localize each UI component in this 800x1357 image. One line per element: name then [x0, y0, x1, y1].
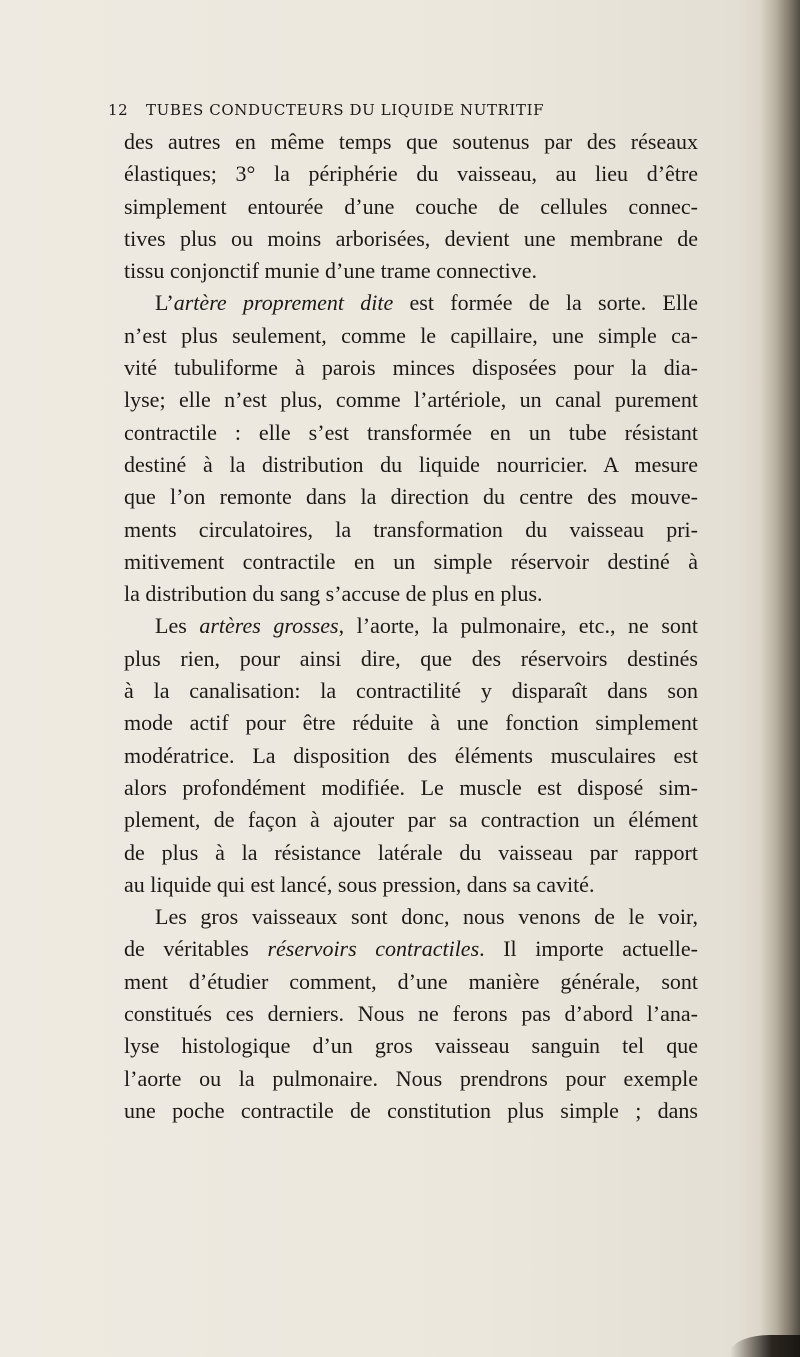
running-head	[108, 101, 728, 119]
page-edge-shadow	[760, 0, 800, 1357]
text-line: une poche contractile de constitution plus simple ; dans	[124, 1097, 698, 1123]
text-line: des autres en même temps que soutenus par des réseaux	[124, 129, 698, 154]
page-number: 12	[108, 101, 129, 119]
italic-term: réservoirs contractiles	[267, 936, 480, 962]
text-line: alors profondément modifiée. Le muscle est disposé sim-	[124, 774, 698, 800]
italic-term: artère proprement dite	[173, 290, 394, 316]
text-line: mitivement contractile en un simple réservoir destiné à	[124, 548, 698, 574]
text-line: constitués ces derniers. Nous ne ferons pas d’abord l’ana-	[124, 1001, 698, 1027]
text-line: tives plus ou moins arborisées, devient une membrane de	[124, 225, 698, 251]
text-line: mode actif pour être réduite à une fonction simplement	[124, 710, 698, 736]
text-line: élastiques; 3° la périphérie du vaisseau, au lieu d’être	[124, 161, 698, 187]
text-line: lyse histologique d’un gros vaisseau sanguin tel que	[124, 1033, 698, 1059]
text-line: plement, de façon à ajouter par sa contraction un élément	[124, 807, 698, 833]
text-line: L’artère proprement dite est formée de la sorte. Elle	[155, 290, 698, 316]
page-corner-shadow	[730, 1335, 800, 1357]
body-text	[124, 126, 698, 1127]
text-line: que l’on remonte dans la direction du centre des mouve-	[124, 484, 698, 510]
text-line: Les artères grosses, l’aorte, la pulmonaire, etc., ne sont	[155, 613, 698, 639]
text-line: lyse; elle n’est plus, comme l’artériole, un canal purement	[124, 387, 698, 413]
text-line: tissu conjonctif munie d’une trame connective.	[124, 258, 537, 284]
text-line: ments circulatoires, la transformation du vaisseau pri-	[124, 516, 698, 542]
running-title: TUBES CONDUCTEURS DU LIQUIDE NUTRITIF	[146, 101, 545, 119]
text-line: au liquide qui est lancé, sous pression, dans sa cavité.	[124, 871, 595, 897]
text-line: vité tubuliforme à parois minces disposées pour la dia-	[124, 355, 698, 381]
text-line: plus rien, pour ainsi dire, que des réservoirs destinés	[124, 645, 698, 671]
text-line: de véritables réservoirs contractiles. Il importe actuelle-	[124, 936, 698, 962]
text-line: simplement entourée d’une couche de cellules connec-	[124, 193, 698, 219]
text-line: la distribution du sang s’accuse de plus en plus.	[124, 581, 543, 607]
text-line: destiné à la distribution du liquide nourricier. A mesure	[124, 451, 698, 477]
text-line: l’aorte ou la pulmonaire. Nous prendrons pour exemple	[124, 1065, 698, 1091]
text-line: contractile : elle s’est transformée en un tube résistant	[124, 419, 698, 445]
text-line: ment d’étudier comment, d’une manière générale, sont	[124, 968, 698, 994]
text-line: Les gros vaisseaux sont donc, nous venons de le voir,	[155, 904, 698, 930]
italic-term: artères grosses	[199, 613, 339, 639]
text-line: de plus à la résistance latérale du vaisseau par rapport	[124, 839, 698, 865]
text-line: n’est plus seulement, comme le capillaire, une simple ca-	[124, 322, 698, 348]
text-line: à la canalisation: la contractilité y disparaît dans son	[124, 678, 698, 704]
text-line: modératrice. La disposition des éléments musculaires est	[124, 742, 698, 768]
